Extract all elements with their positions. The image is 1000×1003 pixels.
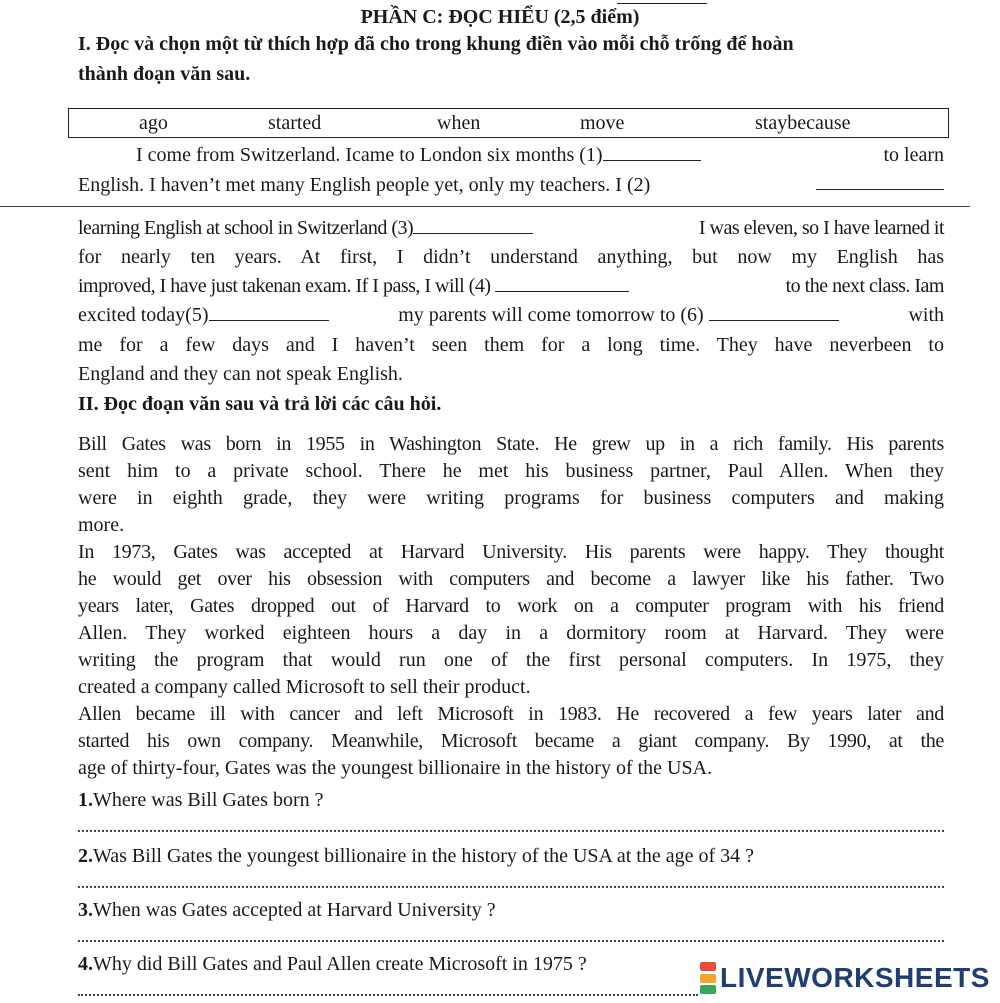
passage-text: to the next class. Iam: [785, 275, 944, 297]
blank-6[interactable]: [709, 302, 839, 321]
passage-text: I come from Switzerland. Icame to London six months (1): [136, 144, 603, 166]
passage-text: learning English at school in Switzerland (3): [78, 217, 414, 239]
word-box: [68, 108, 949, 138]
question-text: Was Bill Gates the youngest billionaire in the history of the USA at the age of 34 ?: [93, 845, 755, 867]
logo-bar-icon: [700, 974, 716, 983]
passage-text: English. I haven’t met many English people yet, only my teachers. I (2): [78, 174, 651, 196]
reading-line-2: sent him to a private school. There he met his business partner, Paul Allen. When they: [78, 460, 944, 482]
passage-line-3: [78, 214, 944, 242]
question-text: Why did Bill Gates and Paul Allen create Microsoft in 1975 ?: [93, 953, 587, 975]
passage-text: my parents will come tomorrow to (6): [398, 304, 704, 326]
passage-text: with: [908, 304, 944, 326]
part1-instruction-line1: I. Đọc và chọn một từ thích hợp đã cho trong khung điền vào mỗi chỗ trống để hoàn: [78, 33, 794, 55]
passage-text: improved, I have just takenan exam. If I pass, I will (4): [78, 275, 491, 297]
question-number: 3.: [78, 899, 93, 921]
reading-line-8: Allen. They worked eighteen hours a day in a dormitory room at Harvard. They were: [78, 622, 944, 644]
passage-line-8: England and they can not speak English.: [78, 363, 403, 385]
part2-instruction: II. Đọc đoạn văn sau và trả lời các câu hỏi.: [78, 393, 442, 415]
reading-line-12: started his own company. Meanwhile, Microsoft became a giant company. By 1990, at the: [78, 730, 944, 752]
reading-line-1: Bill Gates was born in 1955 in Washington State. He grew up in a rich family. His parents: [78, 433, 944, 455]
word-when: when: [437, 112, 481, 134]
word-started: started: [268, 112, 322, 134]
question-text: Where was Bill Gates born ?: [93, 789, 324, 811]
passage-line-4: for nearly ten years. At first, I didn’t understand anything, but now my English has: [78, 246, 944, 268]
blank-2[interactable]: [816, 171, 944, 190]
question-3: [78, 896, 944, 924]
reading-line-7: years later, Gates dropped out of Harvard to work on a computer program with his friend: [78, 595, 944, 617]
blank-1[interactable]: [603, 142, 701, 161]
answer-line-2[interactable]: [78, 876, 944, 888]
question-2: [78, 842, 944, 870]
page-divider: [0, 206, 970, 207]
reading-line-10: created a company called Microsoft to sell their product.: [78, 676, 531, 698]
liveworksheets-logo: [700, 958, 990, 998]
passage-text: to learn: [883, 144, 944, 166]
reading-line-9: writing the program that would run one of the first personal computers. In 1975, they: [78, 649, 944, 671]
passage-line-5: [78, 272, 944, 300]
section-heading: PHẦN C: ĐỌC HIỂU (2,5 điểm): [360, 6, 640, 28]
word-ago: ago: [139, 112, 168, 134]
answer-line-3[interactable]: [78, 930, 944, 942]
reading-line-5: In 1973, Gates was accepted at Harvard University. His parents were happy. They thought: [78, 541, 944, 563]
part1-instruction-line2: thành đoạn văn sau.: [78, 63, 251, 85]
blank-4[interactable]: [495, 273, 629, 292]
question-number: 4.: [78, 953, 93, 975]
question-number: 2.: [78, 845, 93, 867]
question-number: 1.: [78, 789, 93, 811]
logo-text: LIVEWORKSHEETS: [720, 962, 990, 993]
logo-bar-icon: [700, 962, 716, 971]
answer-line-4[interactable]: [78, 984, 698, 996]
reading-line-3: were in eighth grade, they were writing programs for business computers and making: [78, 487, 944, 509]
reading-line-4: more.: [78, 514, 125, 536]
passage-line-1: [78, 141, 944, 169]
word-move: move: [580, 112, 625, 134]
passage-text: excited today(5): [78, 304, 209, 326]
passage-line-7: me for a few days and I haven’t seen them for a long time. They have neverbeen to: [78, 334, 944, 356]
reading-line-11: Allen became ill with cancer and left Microsoft in 1983. He recovered a few years later and: [78, 703, 944, 725]
passage-line-6: [78, 301, 944, 329]
blank-3[interactable]: [413, 215, 533, 234]
logo-icon: [700, 962, 716, 994]
blank-5[interactable]: [209, 302, 329, 321]
reading-line-6: he would get over his obsession with computers and become a lawyer like his father. Two: [78, 568, 944, 590]
word-staybecause: staybecause: [755, 112, 851, 134]
logo-bar-icon: [700, 985, 716, 994]
question-1: [78, 786, 944, 814]
passage-line-2: [78, 171, 944, 199]
passage-text: I was eleven, so I have learned it: [698, 217, 944, 239]
answer-line-1[interactable]: [78, 820, 944, 832]
question-text: When was Gates accepted at Harvard University ?: [93, 899, 496, 921]
reading-line-13: age of thirty-four, Gates was the youngest billionaire in the history of the USA.: [78, 757, 713, 779]
